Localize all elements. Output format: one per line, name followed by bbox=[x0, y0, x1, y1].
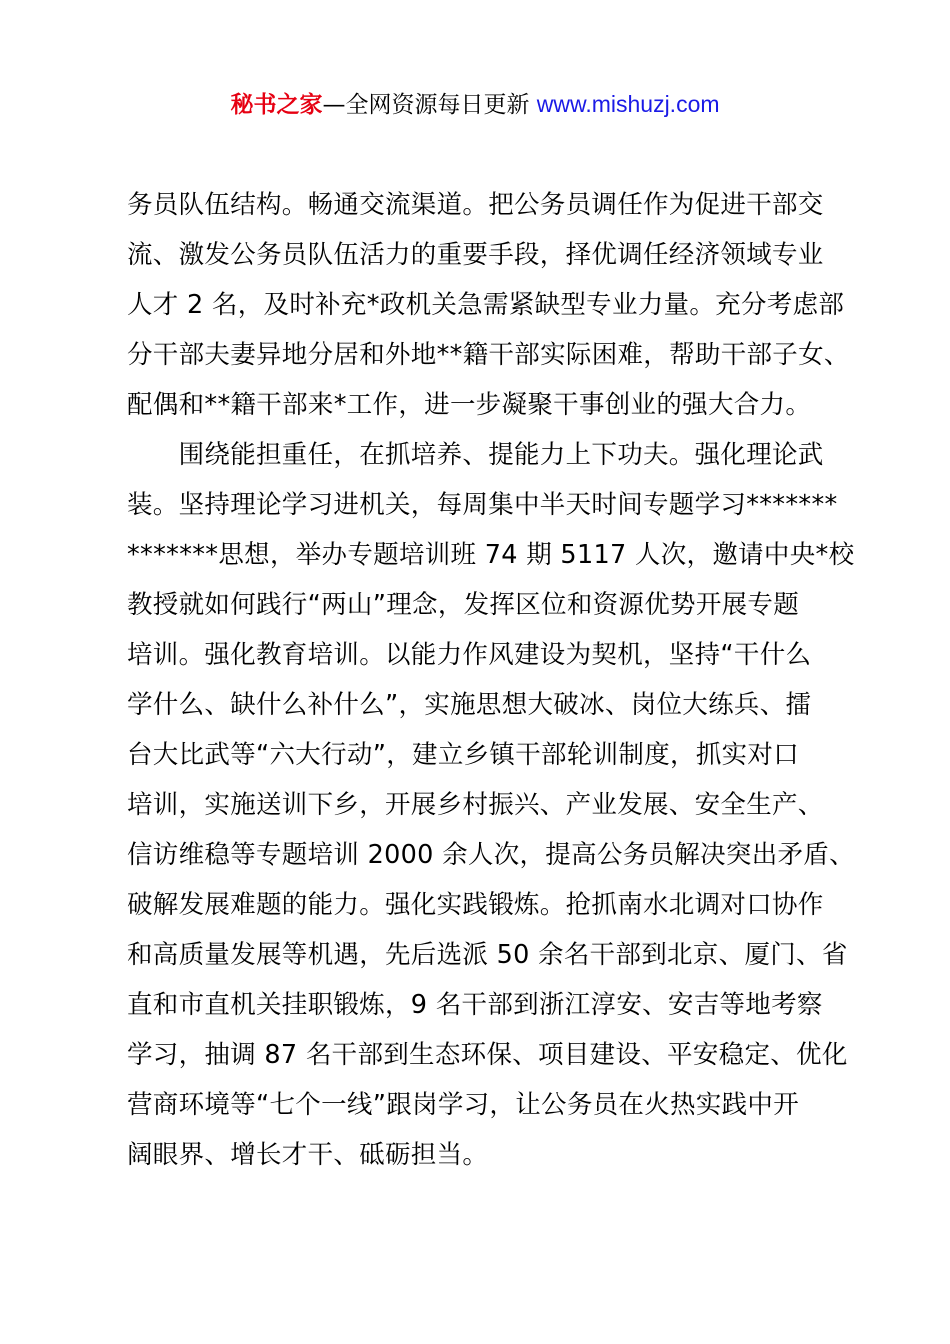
body-line: 流、激发公务员队伍活力的重要手段，择优调任经济领域专业 bbox=[127, 240, 824, 270]
body-line: 学什么、缺什么补什么”，实施思想大破冰、岗位大练兵、擂 bbox=[127, 690, 812, 720]
header-slogan: —全网资源每日更新 bbox=[322, 92, 537, 118]
page-header bbox=[0, 86, 950, 123]
body-line: 配偶和**籍干部来*工作，进一步凝聚干事创业的强大合力。 bbox=[127, 390, 812, 420]
body-line: 学习，抽调 87 名干部到生态环保、项目建设、平安稳定、优化 bbox=[127, 1040, 848, 1070]
body-line: 教授就如何践行“两山”理念，发挥区位和资源优势开展专题 bbox=[127, 590, 800, 620]
brand-name: 秘书之家 bbox=[230, 92, 323, 118]
body-line: 人才 2 名，及时补充*政机关急需紧缺型专业力量。充分考虑部 bbox=[127, 290, 845, 320]
body-line: 阔眼界、增长才干、砥砺担当。 bbox=[127, 1140, 489, 1170]
body-line: 和高质量发展等机遇，先后选派 50 余名干部到北京、厦门、省 bbox=[127, 940, 848, 970]
body-line: 培训，实施送训下乡，开展乡村振兴、产业发展、安全生产、 bbox=[127, 790, 824, 820]
body-line: *******思想，举办专题培训班 74 期 5117 人次，邀请中央*校 bbox=[127, 540, 855, 570]
body-line: 台大比武等“六大行动”，建立乡镇干部轮训制度，抓实对口 bbox=[127, 740, 800, 770]
document-body bbox=[127, 180, 855, 1180]
body-line: 务员队伍结构。畅通交流渠道。把公务员调任作为促进干部交 bbox=[127, 190, 824, 220]
body-line: 培训。强化教育培训。以能力作风建设为契机，坚持“干什么 bbox=[127, 640, 812, 670]
body-line: 装。坚持理论学习进机关，每周集中半天时间专题学习******* bbox=[127, 490, 838, 520]
body-line: 信访维稳等专题培训 2000 余人次，提高公务员解决突出矛盾、 bbox=[127, 840, 855, 870]
body-line: 围绕能担重任，在抓培养、提能力上下功夫。强化理论武 bbox=[127, 440, 824, 470]
body-line: 破解发展难题的能力。强化实践锻炼。抢抓南水北调对口协作 bbox=[127, 890, 824, 920]
body-line: 分干部夫妻异地分居和外地**籍干部实际困难，帮助干部子女、 bbox=[127, 340, 850, 370]
body-line: 直和市直机关挂职锻炼，9 名干部到浙江淳安、安吉等地考察 bbox=[127, 990, 823, 1020]
website-link[interactable]: www.mishuzj.com bbox=[536, 91, 720, 117]
body-line: 营商环境等“七个一线”跟岗学习，让公务员在火热实践中开 bbox=[127, 1090, 800, 1120]
